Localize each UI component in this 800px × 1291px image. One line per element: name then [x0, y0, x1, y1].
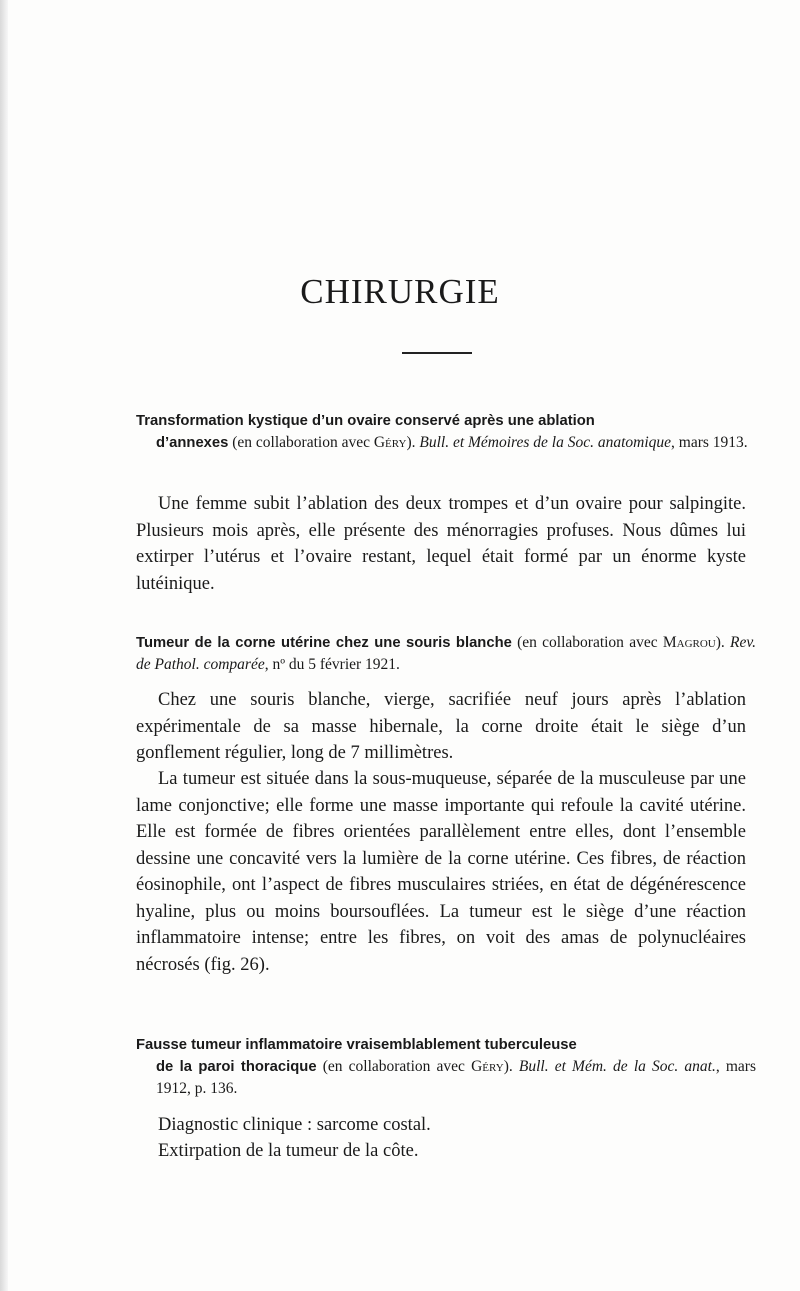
entry-2-date: , nº du 5 février 1921. [264, 656, 400, 673]
entry-1-title-line-1: Transformation kystique d’un ovaire conservé après une ablation [136, 413, 595, 429]
entry-1-collab-prefix: (en collaboration avec [228, 434, 374, 451]
entry-1-paragraph: Une femme subit l’ablation des deux trompes et d’un ovaire pour salpingite. Plusieurs mois après, elle présente des ménorragies profuses. Nous dûmes lui extirper l’utérus et l’ovaire restant, lequel était formé par un énorme kyste lutéinique. [136, 494, 746, 594]
entry-1-citation [136, 410, 756, 454]
entry-3-journal: Bull. et Mém. de la Soc. anat. [518, 1058, 716, 1075]
page-edge-shadow [0, 0, 8, 1291]
entry-1-date: , mars 1913. [671, 434, 748, 451]
entry-2-paragraph-1: Chez une souris blanche, vierge, sacrifiée neuf jours après l’ablation expérimentale de sa masse hibernale, la corne droite était le siège d’un gonflement régulier, long de 7 millimètres. [136, 690, 746, 763]
heading-rule [402, 352, 472, 354]
entry-3-title-line-2: de la paroi thoracique [156, 1059, 317, 1075]
entry-2-paragraph-2: La tumeur est située dans la sous-muqueuse, séparée de la musculeuse par une lame conjonctive; elle forme une masse importante qui refoule la cavité utérine. Elle est formée de fibres orientées parallèlement entre elles, dont l’ensemble dessine une concavité vers la lumière de la corne utérine. Ces fibres, de réaction éosinophile, ont l’aspect de fibres musculaires striées, en état de dégénérescence hyaline, plus ou moins boursouflées. La tumeur est le siège d’une réaction inflammatoire intense; entre les fibres, on voit des amas de polynucléaires nécrosés (fig. 26). [136, 769, 746, 975]
entry-3-collab-prefix: (en collaboration avec [316, 1058, 472, 1075]
entry-2-citation [136, 632, 756, 676]
entry-1-citation-continuation [136, 432, 756, 454]
entry-1-title-line-2: d’annexes [156, 435, 229, 451]
section-heading: CHIRURGIE [300, 272, 500, 311]
entry-3-collaborator: Géry [471, 1058, 504, 1075]
entry-2-collab-suffix: ). [715, 634, 731, 651]
entry-1-journal: Bull. et Mémoires de la Soc. anatomique [419, 434, 672, 451]
entry-3-line-1: Diagnostic clinique : sarcome costal. [158, 1115, 431, 1135]
entry-2-collaborator: Magrou [662, 634, 716, 651]
entry-3-collab-suffix: ). [503, 1058, 519, 1075]
entry-2-collab-prefix: (en collaboration avec [511, 634, 663, 651]
entry-1-collab-suffix: ). [406, 434, 420, 451]
entry-2-journal: Rev. de Pathol. comparée [136, 634, 756, 673]
entry-2-title: Tumeur de la corne utérine chez une souris blanche [136, 635, 512, 651]
entry-3-title-line-1: Fausse tumeur inflammatoire vraisemblablement tuberculeuse [136, 1037, 577, 1053]
entry-3-citation [136, 1034, 756, 1100]
entry-3-citation-continuation [136, 1056, 756, 1100]
entry-3-date: , mars 1912, p. 136. [156, 1058, 756, 1097]
entry-1-collaborator: Géry [373, 434, 407, 451]
entry-3-line-2: Extirpation de la tumeur de la côte. [158, 1141, 419, 1161]
